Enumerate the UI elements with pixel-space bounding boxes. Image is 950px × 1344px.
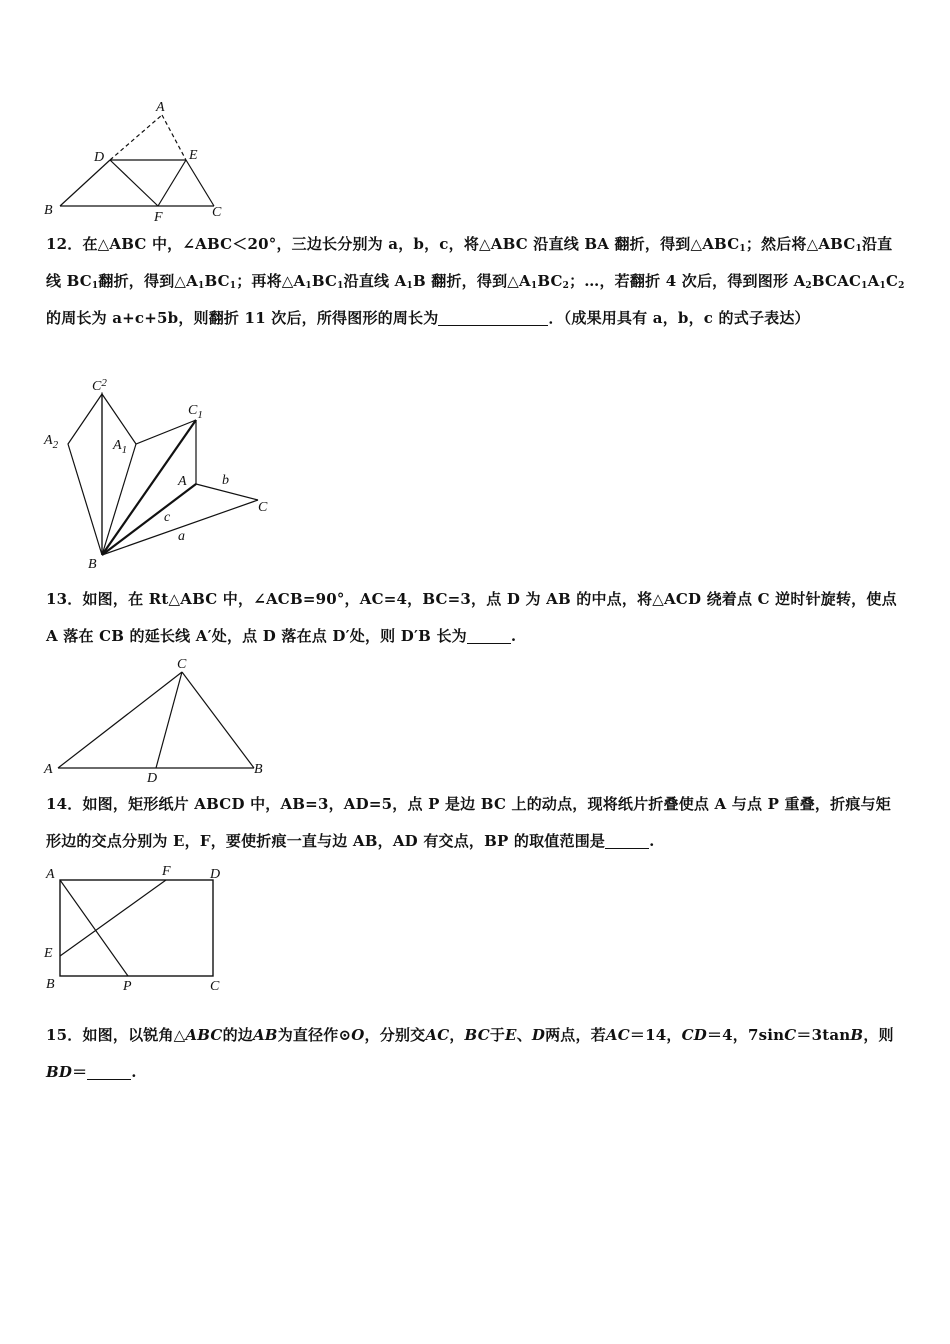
label-a: a	[178, 529, 185, 544]
label-C1: $C_1$	[188, 403, 203, 421]
label-c: c	[164, 510, 171, 525]
label-D: D	[210, 867, 221, 882]
answer-blank[interactable]	[467, 625, 511, 644]
label-D: D	[94, 150, 105, 165]
question-15: 15．如图，以锐角△ABC的边AB为直径作⊙O，分别交AC，BC于E、D两点，若AC＝14，CD＝4，7sinC＝3tanB，则BD＝ .	[46, 1026, 894, 1081]
label-C: C	[212, 205, 222, 220]
figure-repeated-folding	[40, 372, 280, 577]
label-A: A	[44, 762, 53, 777]
label-F: F	[154, 210, 163, 225]
label-A: A	[46, 867, 55, 882]
figure-right-triangle	[40, 652, 275, 785]
question-number: 15．	[46, 1026, 83, 1044]
label-P: P	[123, 979, 132, 994]
label-A2: $A_2$	[44, 433, 59, 451]
label-F: F	[162, 864, 171, 879]
question-13: 13．如图，在 Rt△ABC 中，∠ACB=90°，AC=4，BC=3，点 D 为 AB 的中点，将△ACD 绕着点 C 逆时针旋转，使点 A 落在 CB 的延长线 A′处，点 D 落在点 D′处，则 D′B 长为 .	[46, 590, 897, 645]
label-A: A	[178, 474, 187, 489]
answer-blank[interactable]	[438, 307, 548, 326]
label-C2: $C^2$	[92, 377, 107, 394]
label-A1: $A_1$	[113, 438, 128, 456]
question-number: 12．	[46, 235, 83, 253]
label-B: B	[44, 203, 53, 218]
question-14: 14．如图，矩形纸片 ABCD 中，AB=3，AD=5，点 P 是边 BC 上的动点，现将纸片折叠使点 A 与点 P 重叠，折痕与矩形边的交点分别为 E，F，要使折痕一直与边 AB，AD 有交点，BP 的取值范围是 .	[46, 795, 891, 850]
answer-blank[interactable]	[87, 1061, 131, 1080]
label-D: D	[147, 771, 158, 785]
label-b: b	[222, 473, 229, 488]
figure-folded-triangle	[40, 95, 240, 225]
answer-blank[interactable]	[605, 830, 649, 849]
label-C: C	[258, 500, 268, 515]
question-number: 14．	[46, 795, 83, 813]
label-B: B	[46, 977, 55, 992]
question-number: 13．	[46, 590, 83, 608]
label-B: B	[254, 762, 263, 777]
label-C: C	[210, 979, 220, 994]
figure-rectangle-fold	[40, 858, 230, 998]
label-A: A	[156, 100, 165, 115]
label-E: E	[44, 946, 53, 961]
question-12: 12．在△ABC 中，∠ABC＜20°，三边长分别为 a，b，c，将△ABC 沿直线 BA 翻折，得到$\triangle ABC_1$；然后将$\triangle ABC_1$沿直线 $BC_1$翻折，得到$\triangle A_1BC_1$；再将$\triangle A_1BC_1$沿直线 $A_1B$ 翻折，得到$\triangle A_1BC_2$；…，若翻折 4 次后，得到图形 $A_2BCAC_1A_1C_2$的周长为 a+c+5b，则翻折 11 次后，所得图形的周长为 ．（成果用具有 a，b，c 的式子表达）	[46, 235, 905, 327]
label-B: B	[88, 557, 97, 572]
label-C: C	[177, 657, 187, 672]
label-E: E	[189, 148, 198, 163]
